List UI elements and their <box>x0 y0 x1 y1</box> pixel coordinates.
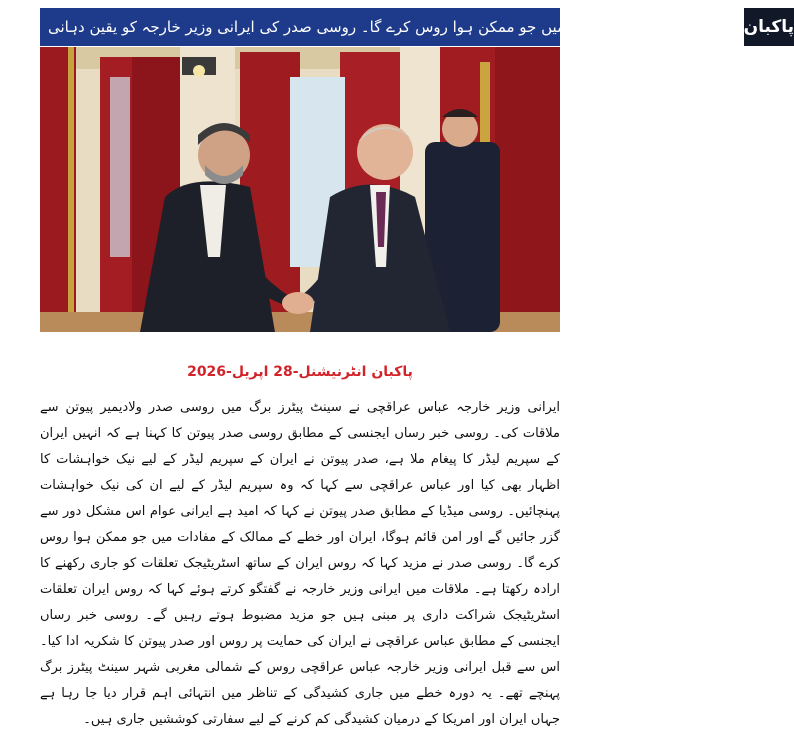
brand-logo: پاکبان <box>744 8 794 46</box>
dateline: پاکبان انٹرنیشنل-28 اپریل-2026 <box>187 364 413 380</box>
article-body: ایرانی وزیر خارجہ عباس عراقچی نے سینٹ پیٹرز برگ میں روسی صدر ولادیمیر پیوتن سے ملاقات کی۔ روسی خبر رساں ایجنسی کے مطابق روسی صدر پیوتن کا کہنا ہے کہ انہیں ایران کے سپریم لیڈر کا پیغام ملا ہے، صدر پیوتن نے ایران کے سپریم لیڈر کے لیے نیک خواہشات کا اظہار بھی کیا اور عباس عراقچی سے کہا کہ وہ سپریم لیڈر کے لیے ان کی نیک خواہشات پہنچائیں۔ روسی میڈیا کے مطابق صدر پیوتن نے کہا کہ امید ہے ایرانی عوام اس مشکل دور سے گزر جائیں گے اور امن قائم ہوگا، ایران اور خطے کے ممالک کے مفادات میں جو ممکن ہوا روس کرے گا۔ روسی صدر نے مزید کہا کہ روس ایران کے ساتھ اسٹریٹیجک تعلقات کو جاری رکھنے کا ارادہ رکھتا ہے۔ ملاقات میں ایرانی وزیر خارجہ نے گفتگو کرتے ہوئے کہا کہ روس ایران تعلقات اسٹریٹیجک شراکت داری پر مبنی ہیں جو مزید مضبوط ہوتے رہیں گے۔ روسی خبر رساں ایجنسی کے مطابق عباس عراقچی نے ایران کی حمایت پر روس اور صدر پیوتن کا شکریہ ادا کیا۔ اس سے قبل ایرانی وزیر خارجہ عباس عراقچی روس کے شمالی مغربی شہر سینٹ پیٹرز برگ پہنچے تھے۔ یہ دورہ خطے میں جاری کشیدگی کے تناظر میں انتہائی اہم قرار دیا جا رہا ہے جہاں ایران اور امریکا کے درمیان کشیدگی کم کرنے کے لیے سفارتی کوششیں جاری ہیں۔ <box>40 400 560 727</box>
headline: خطے کے ممالک کے مفادات میں جو ممکن ہوا روس کرے گا۔ روسی صدر کی ایرانی وزیر خارجہ کو یقین دہانی <box>48 18 736 36</box>
headline-banner <box>40 8 794 46</box>
news-photo <box>40 47 560 332</box>
